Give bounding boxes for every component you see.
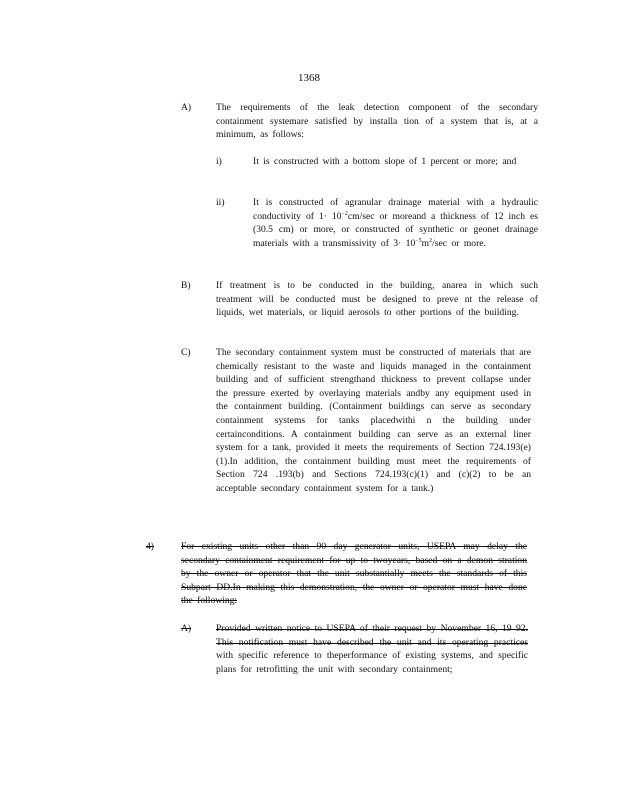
item-label-a-ii: ii) xyxy=(216,197,225,208)
item-text-a-ii xyxy=(253,196,538,250)
strike-line-1 xyxy=(216,629,528,630)
item-text-4a: with specific reference to theperformance of existing systems, and specific plans for retrofitting the unit with secondary containment; xyxy=(216,650,528,675)
item-text-c: The secondary containment system must be constructed of materials that are chemically resistant to the waste and liquids managed in the containment building and of sufficient strengthand thickness to prevent collapse under the pressure exerted by overlaying materials andby any equipment used in the containment building. (Containment buildings can serve as secondary containment systems for tanks placedwithi n the building under certainconditions. A containment building can serve as an external liner system for a tank, provided it meets the requirements of Section 724.193(e)(1).In addition, the containment building must meet the requirements of Section 724 .193(b) and Sections 724.193(c)(1) and (c)(2) to be an acceptable secondary containment system for a tank.) xyxy=(216,347,531,494)
text-run-4: /sec or more. xyxy=(432,237,486,249)
exponent-2: −5 xyxy=(415,237,422,244)
text-run-3: m xyxy=(421,237,430,249)
item-text-4: For existing units other than 90 day generator units, USEPA may delay the secondary containment requirement for up to twoyears, based on a demon stration by the owner or operator that the unit substantially meets the standards of this Subpart DD.In making this demonstration, the owner or operator must have done the following: xyxy=(181,541,527,607)
strike-line-2 xyxy=(216,643,528,644)
item-label-4: 4) xyxy=(146,541,154,552)
item-text-a-i: It is constructed with a bottom slope of 1 percent or more; and xyxy=(253,156,517,167)
exponent-3: 2 xyxy=(429,237,433,244)
item-label-c: C) xyxy=(181,347,191,358)
item-label-4a: A) xyxy=(181,623,192,634)
text-run-1: It is constructed of agranular drainage material with a hydraulic conductivity of 1· 10 xyxy=(253,197,538,222)
item-text-b: If treatment is to be conducted in the building, anarea in which such treatment will be conducted must be designed to preve nt the release of liquids, wet materials, or liquid aerosols to other portions of the building. xyxy=(216,280,538,319)
item-text-a: The requirements of the leak detection component of the secondary containment systemare satisfied by installa tion of a system that is, at a minimum, as follows: xyxy=(216,102,538,141)
text-run-2: cm/sec or moreand a thickness of 12 inch es (30.5 cm) or more, or constructed of synthetic or geonet drainage materials with a transmissivity of 3· 10 xyxy=(253,210,539,249)
exponent-1: −2 xyxy=(341,210,348,217)
item-label-a: A) xyxy=(181,102,192,113)
item-label-b: B) xyxy=(181,280,191,291)
item-label-a-i: i) xyxy=(216,156,222,167)
page-number: 1368 xyxy=(298,72,320,84)
